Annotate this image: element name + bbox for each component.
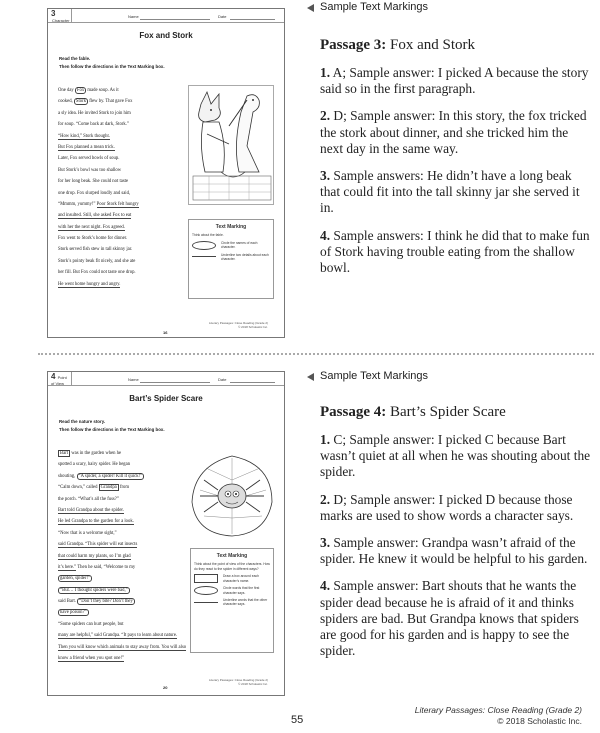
name-line: [140, 382, 210, 383]
story-segment: a sly idea. He invited Stork to join him: [58, 110, 131, 116]
date-label: Date: [218, 14, 227, 19]
answer-item: [320, 492, 592, 524]
name-line: [140, 19, 210, 20]
story-line: [58, 153, 139, 164]
oval-symbol: [194, 586, 220, 595]
marked-text: many are helpful,” said Grandpa. “It pays to learn about nature.: [58, 633, 178, 639]
answer-item: [320, 168, 592, 217]
story-segment: one drop. Fox slurped loudly and said,: [58, 190, 131, 196]
answer-text: A; Sample answer: I picked A because the story said so in the first paragraph.: [320, 65, 589, 97]
story-segment: “Mmmm, yummy!”: [58, 201, 97, 207]
marked-text: that could harm my plants, so I’m glad: [58, 553, 131, 559]
story-line: [58, 551, 186, 562]
page-number: 55: [291, 714, 304, 726]
text-marking-row: [194, 598, 270, 606]
story-line: [58, 279, 139, 290]
passage-category: Point of View: [51, 375, 67, 386]
footer-line: © 2018 Scholastic Inc.: [238, 325, 268, 329]
story-line: [58, 573, 186, 584]
thumb-header: [48, 372, 284, 386]
story-line: [58, 267, 139, 278]
story-line: [58, 459, 186, 470]
answer-text: C; Sample answer: I picked C because Bart wasn’t quiet at all when he was shouting about the spider.: [320, 432, 591, 480]
story-segment: Later, Fox served bowls of soup.: [58, 156, 120, 162]
story-segment: But Stork’s bowl was too shallow: [58, 167, 122, 173]
marked-text: said Grandpa. “This spider will eat insects: [58, 542, 138, 548]
fox-stork-illustration: [188, 85, 274, 205]
thumb-footer: [209, 678, 268, 686]
date-line: [230, 382, 275, 383]
spider-leaf-illustration: [186, 450, 278, 542]
story-line: [58, 119, 139, 130]
passage-number-box: [48, 372, 72, 386]
credit-copyright: © 2018 Scholastic Inc.: [497, 716, 582, 726]
story-segment: for her long beak. She could not taste: [58, 179, 129, 185]
answer-item: [320, 65, 592, 97]
pointer-arrow-icon: [307, 373, 314, 381]
story-line: [58, 516, 186, 527]
story-line: [58, 596, 186, 607]
answer-number: 1.: [320, 432, 331, 447]
text-marking-box: [188, 219, 274, 299]
story-line: [58, 188, 139, 199]
name-label: Name: [128, 14, 139, 19]
text-marking-title: Text Marking: [216, 553, 248, 559]
marked-text: with her the next night. Fox agreed.: [58, 224, 125, 230]
marking-instruction: Circle words that the first character says.: [223, 586, 260, 595]
story-text: [58, 85, 139, 290]
story-segment: shouting,: [58, 473, 77, 479]
story-line: [58, 85, 139, 96]
sample-text-markings-label: Sample Text Markings: [320, 1, 429, 13]
story-segment: made soup. As it: [86, 88, 119, 93]
answer-text: Sample answer: Grandpa wasn’t afraid of the spider. He knew it would be helpful to his garden.: [320, 535, 588, 567]
answer-text: Sample answers: I think he did that to make fun of Stork having trouble eating from the shallow bowl.: [320, 227, 590, 276]
marked-text: know a friend when you spot one!”: [58, 656, 125, 662]
text-marking-subtitle: Think about the fable.: [192, 233, 224, 237]
passage-number: 3: [51, 9, 56, 18]
underline-shape: [194, 602, 218, 603]
marked-text: “Don’t they bite? Don’t they: [79, 599, 133, 605]
marked-text: it’s here.”: [58, 564, 77, 570]
story-segment: One day: [58, 88, 75, 93]
text-marking-row: [194, 574, 270, 583]
page-credit: [415, 705, 582, 727]
rectangle-shape: [194, 574, 218, 583]
marking-instruction: Draw a box around each character’s name.: [223, 574, 259, 583]
story-line: [58, 619, 186, 630]
passage3-thumbnail: [47, 8, 285, 338]
story-line: [58, 131, 139, 142]
story-segment: Stork’s pointy beak fit nicely, and she ate: [58, 258, 136, 264]
heading-title: Fox and Stork: [386, 37, 476, 53]
marked-text: But Fox planned a mean trick.: [58, 144, 115, 150]
passage3-answers: [320, 36, 592, 287]
story-line: [58, 653, 186, 664]
marked-text: Stork: [75, 99, 87, 105]
passage-heading: [320, 403, 592, 421]
answer-number: 1.: [320, 65, 331, 80]
story-line: [58, 607, 186, 618]
direction-line: Then follow the directions in the Text Marking box.: [59, 64, 165, 69]
answer-number: 4.: [320, 578, 331, 594]
thumb-page-number: 16: [163, 330, 168, 335]
story-line: [58, 539, 186, 550]
marking-instruction: Underline two details about each character.: [221, 252, 269, 261]
story-line: [58, 108, 139, 119]
oval-shape: [192, 241, 216, 250]
answer-number: 3.: [320, 535, 331, 551]
story-line: [58, 165, 139, 176]
story-line: [58, 630, 186, 641]
spider-leaf-drawing: [186, 450, 278, 542]
answer-text: Sample answer: Bart shouts that he wants the spider dead because he is afraid of it and thinks spiders are bad. But Grandpa knows that spiders are good for his garden and is happy to see the spider.: [320, 578, 579, 659]
date-line: [230, 19, 275, 20]
passage-number: 4: [51, 372, 56, 381]
answer-text: Sample answers: He didn’t have a long beak that could fit into the tall skinny jar she served it in.: [320, 168, 580, 216]
story-line: [58, 471, 186, 482]
text-marking-row: [194, 586, 270, 595]
pointer-arrow-icon: [307, 4, 314, 12]
story-segment: flew by. That gave Fox: [88, 99, 133, 105]
story-line: [58, 562, 186, 573]
story-segment: the porch. “What’s all the fuss?”: [58, 496, 119, 502]
passage-heading: [320, 36, 592, 54]
passage4-answers: [320, 403, 592, 670]
marked-text: He led Grandpa to the garden for a look.: [58, 519, 134, 525]
directions: [59, 418, 165, 434]
underline-symbol: [192, 256, 218, 257]
answer-number: 2.: [320, 491, 331, 507]
passage-title: Bart’s Spider Scare: [129, 394, 203, 403]
oval-symbol: [192, 241, 218, 250]
fox-stork-drawing: [189, 86, 275, 206]
story-segment: Fox went to Stork’s home for dinner.: [58, 236, 128, 242]
story-line: [58, 199, 139, 210]
direction-line: Read the nature story.: [59, 419, 106, 424]
story-segment: cooked,: [58, 99, 74, 105]
story-segment: Then he said, “Welcome to my: [76, 564, 136, 570]
marked-text: He went home hungry and angry.: [58, 281, 121, 287]
passage-category: Character: [52, 18, 70, 23]
direction-line: Then follow the directions in the Text Marking box.: [59, 427, 165, 432]
text-marking-subtitle: Think about the point of view of the characters. How do they react to the spider in different ways?: [194, 562, 270, 571]
footer-line: © 2018 Scholastic Inc.: [238, 682, 268, 686]
marking-instruction: Circle the names of each character.: [221, 240, 258, 249]
passage4-thumbnail: [47, 371, 285, 696]
story-line: [58, 210, 139, 221]
story-segment: “Some spiders can hurt people, but: [58, 621, 124, 627]
story-line: [58, 448, 186, 459]
marked-text: Grandpa: [100, 485, 117, 491]
story-text: [58, 448, 186, 664]
story-line: [58, 256, 139, 267]
thumb-header: [48, 9, 284, 23]
marked-text: Bart told Grandpa about the spider.: [58, 507, 124, 513]
answer-item: [320, 535, 592, 567]
marked-text: Fox: [76, 88, 85, 93]
name-label: Name: [128, 377, 139, 382]
sample-text-markings-label: Sample Text Markings: [320, 370, 429, 382]
story-segment: “Calm down,” called: [58, 485, 99, 491]
story-segment: was in the garden when he: [70, 451, 122, 456]
direction-line: Read the fable.: [59, 56, 91, 61]
story-line: [58, 222, 139, 233]
story-segment: “Now that is a welcome sight,”: [58, 530, 117, 536]
text-marking-title: Text Marking: [215, 224, 247, 230]
marked-text: “A spider, a spider! Kill it quick!”: [78, 473, 143, 479]
story-segment: her fill. But Fox could not taste one drop.: [58, 270, 136, 276]
story-line: [58, 642, 186, 653]
story-line: [58, 494, 186, 505]
story-line: [58, 528, 186, 539]
passage-number-box: [48, 9, 72, 23]
answer-number: 3.: [320, 168, 331, 184]
heading-title: Bart’s Spider Scare: [386, 404, 506, 420]
underline-shape: [192, 256, 216, 257]
text-marking-row: [192, 253, 270, 261]
story-line: [58, 244, 139, 255]
story-segment: for soup. “Come back at dark, Stork.”: [58, 122, 129, 128]
answer-number: 4.: [320, 227, 331, 243]
story-line: [58, 142, 139, 153]
story-line: [58, 96, 139, 107]
heading-label: Passage 3:: [320, 37, 387, 53]
section-divider: [38, 353, 594, 355]
story-line: [58, 233, 139, 244]
marked-text: Poor Stork felt hungry: [96, 201, 139, 207]
story-segment: spotted a scary, hairy spider. He began: [58, 462, 131, 468]
footer-line: Literary Passages: Close Reading (Grade 2): [208, 321, 268, 325]
footer-line: Literary Passages: Close Reading (Grade 2): [208, 678, 268, 682]
answer-item: [320, 228, 592, 277]
answer-item: [320, 578, 592, 659]
passage-title: Fox and Stork: [139, 31, 193, 40]
heading-label: Passage 4:: [320, 404, 387, 420]
marked-text: Bart: [60, 451, 69, 456]
rectangle-symbol: [194, 574, 220, 583]
story-line: [58, 585, 186, 596]
marked-text: “How kind,” Stork thought.: [58, 133, 110, 139]
marked-text: have poison?”: [60, 610, 87, 616]
answer-number: 2.: [320, 108, 331, 124]
answer-item: [320, 432, 592, 481]
story-line: [58, 505, 186, 516]
story-segment: said Bart.: [58, 599, 78, 605]
underline-symbol: [194, 602, 220, 603]
credit-title: Literary Passages: Close Reading (Grade 2): [414, 705, 582, 715]
marking-instruction: Underline words that the other character says.: [223, 598, 268, 607]
answer-item: [320, 108, 592, 157]
marked-text: Then you will know which animals to stay away from. You will also: [58, 644, 187, 650]
marked-text: “But… I thought spiders were bad,”: [60, 587, 128, 593]
text-marking-box: [190, 548, 274, 653]
answer-text: D; Sample answer: In this story, the fox tricked the stork about dinner, and she tricked him the next day in the same way.: [320, 108, 587, 156]
marked-text: garden, spider!”: [60, 576, 91, 582]
story-segment: from: [118, 485, 130, 491]
answer-text: D; Sample answer: I picked D because those marks are used to show words a character says.: [320, 491, 574, 523]
oval-shape: [194, 586, 218, 595]
story-line: [58, 176, 139, 187]
thumb-footer: [209, 321, 268, 329]
date-label: Date: [218, 377, 227, 382]
story-line: [58, 482, 186, 493]
thumb-page-number: 20: [163, 685, 168, 690]
directions: [59, 55, 165, 71]
text-marking-row: [192, 241, 270, 250]
marked-text: and insulted. Still, she asked Fox to eat: [58, 213, 132, 219]
story-segment: Stork served fish stew in tall skinny jar.: [58, 247, 133, 253]
